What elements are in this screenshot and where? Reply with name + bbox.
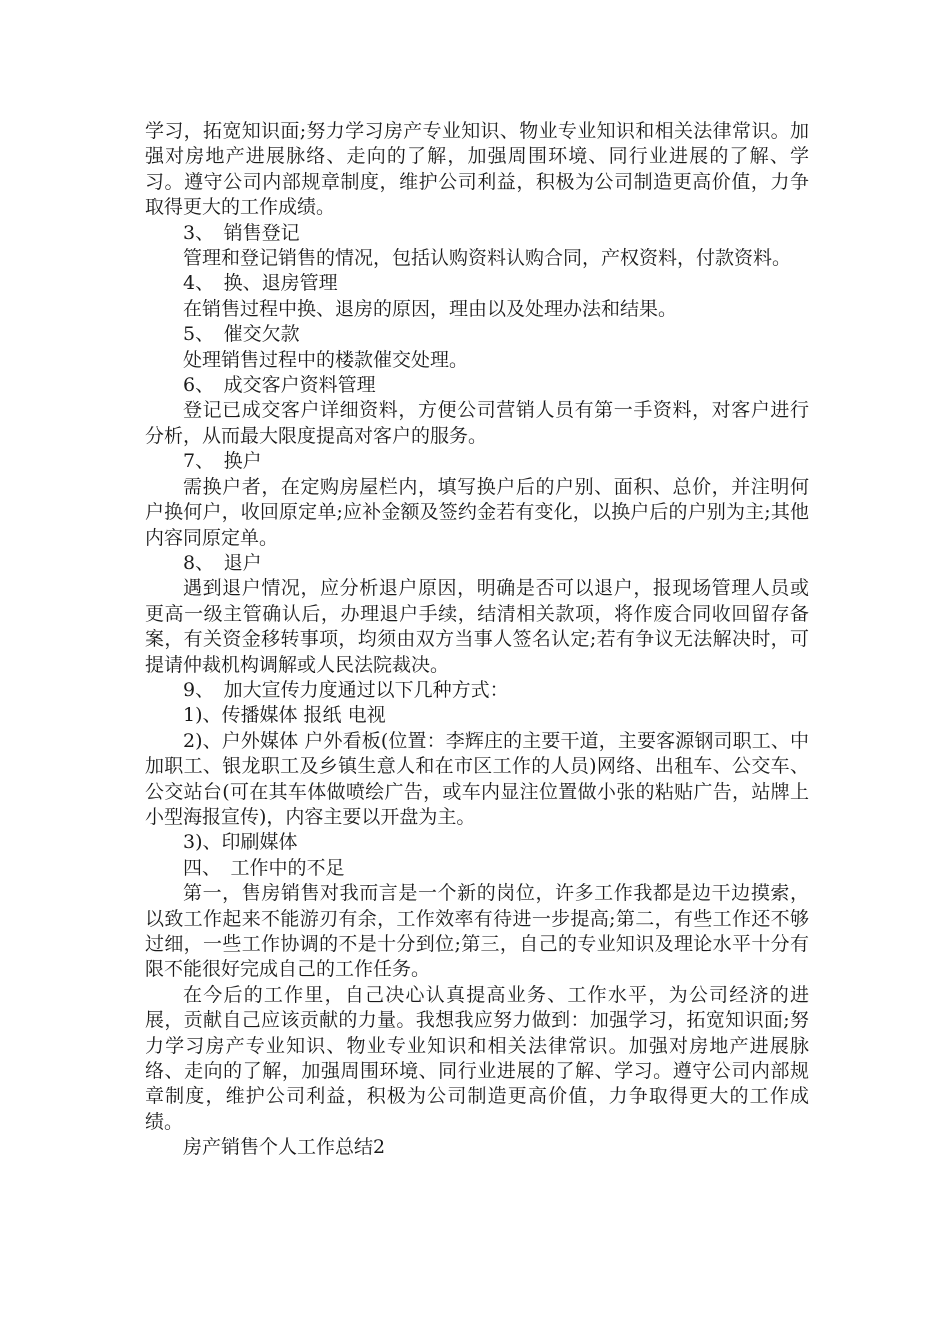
paragraph: 3)、印刷媒体 [183, 831, 298, 854]
paragraph: 2)、户外媒体 户外看板(位置：李辉庄的主要干道，主要客源钢司职工、中加职工、银龙职工及乡镇生意人和在市区工作的人员)网络、出租车、公交车、公交站台(可在其车体做喷绘广告，或车内显注位置做小张的粘贴广告，站牌上小型海报宣传)，内容主要以开盘为主。 [145, 729, 809, 828]
paragraph: 遇到退户情况，应分析退户原因，明确是否可以退户，报现场管理人员或更高一级主管确认后，办理退户手续，结清相关款项，将作废合同收回留存备案，有关资金移转事项，均须由双方当事人签名认定;若有争议无法解决时，可提请仲裁机构调解或人民法院裁决。 [145, 577, 809, 676]
paragraph: 第一，售房销售对我而言是一个新的岗位，许多工作我都是边干边摸索，以致工作起来不能游刃有余，工作效率有待进一步提高;第二，有些工作还不够过细，一些工作协调的不是十分到位;第三，自己的专业知识及理论水平十分有限不能很好完成自己的工作任务。 [145, 882, 809, 981]
document-body [145, 119, 809, 1161]
paragraph: 6、 成交客户资料管理 [183, 374, 376, 397]
paragraph: 7、 换户 [183, 450, 262, 473]
paragraph: 在销售过程中换、退房的原因，理由以及处理办法和结果。 [183, 297, 678, 320]
paragraph: 3、 销售登记 [183, 221, 300, 244]
paragraph: 房产销售个人工作总结2 [183, 1136, 386, 1159]
paragraph: 8、 退户 [183, 551, 262, 574]
paragraph: 处理销售过程中的楼款催交处理。 [183, 348, 469, 371]
paragraph: 9、 加大宣传力度通过以下几种方式： [183, 678, 509, 701]
paragraph: 需换户者，在定购房屋栏内，填写换户后的户别、面积、总价，并注明何户换何户，收回原定单;应补金额及签约金若有变化，以换户后的户别为主;其他内容同原定单。 [145, 475, 809, 549]
paragraph: 四、 工作中的不足 [183, 856, 345, 879]
paragraph: 5、 催交欠款 [183, 323, 300, 346]
paragraph: 登记已成交客户详细资料，方便公司营销人员有第一手资料，对客户进行分析，从而最大限度提高对客户的服务。 [145, 399, 809, 447]
paragraph: 在今后的工作里，自己决心认真提高业务、工作水平，为公司经济的进展，贡献自己应该贡献的力量。我想我应努力做到：加强学习，拓宽知识面;努力学习房产专业知识、物业专业知识和相关法律常识。加强对房地产进展脉络、走向的了解，加强周围环境、同行业进展的了解、学习。遵守公司内部规章制度，维护公司利益，积极为公司制造更高价值，力争取得更大的工作成绩。 [145, 983, 809, 1133]
paragraph: 4、 换、退房管理 [183, 272, 338, 295]
paragraph: 学习，拓宽知识面;努力学习房产专业知识、物业专业知识和相关法律常识。加强对房地产进展脉络、走向的了解，加强周围环境、同行业进展的了解、学习。遵守公司内部规章制度，维护公司利益，积极为公司制造更高价值，力争取得更大的工作成绩。 [145, 120, 809, 219]
paragraph: 1)、传播媒体 报纸 电视 [183, 704, 386, 727]
paragraph: 管理和登记销售的情况，包括认购资料认购合同，产权资料，付款资料。 [183, 247, 792, 270]
